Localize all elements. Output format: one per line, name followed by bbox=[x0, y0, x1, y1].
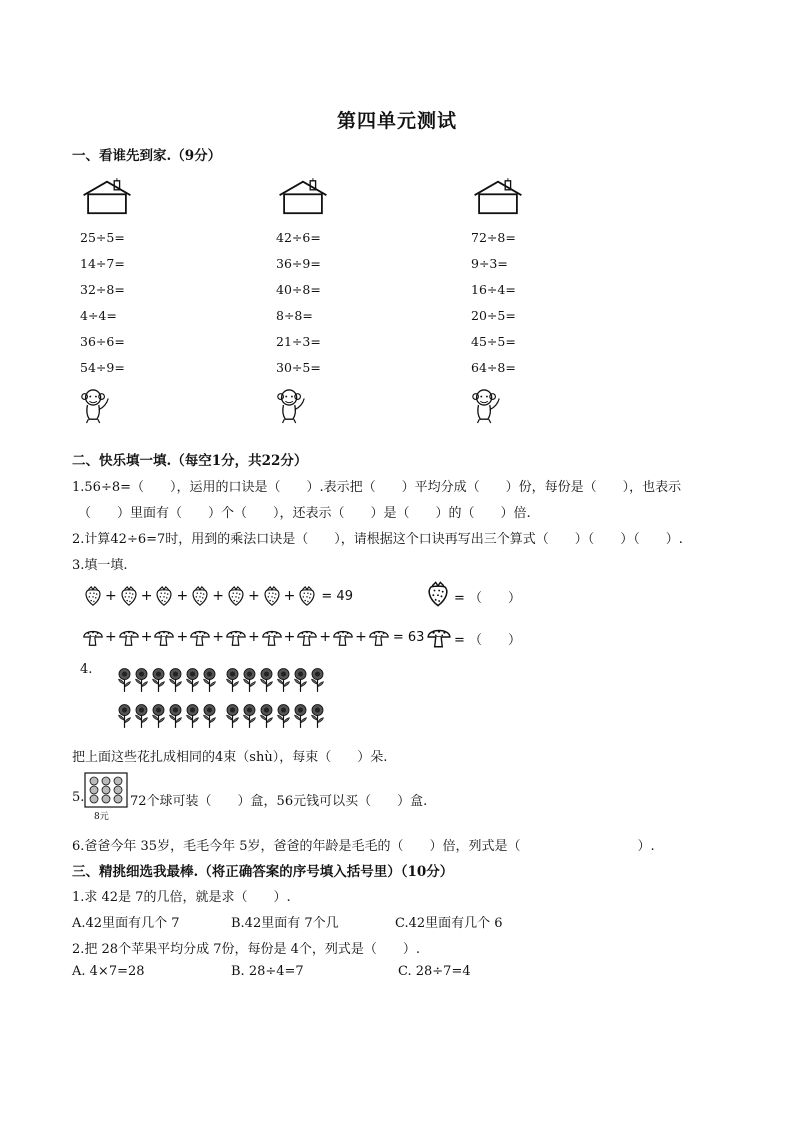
question-3-2-option-b: B. 28÷4=7 bbox=[231, 964, 304, 979]
mushroom-icon bbox=[153, 626, 175, 648]
flower-icon bbox=[258, 702, 275, 730]
flower-icon bbox=[133, 666, 150, 694]
section-3-heading: 三、精挑细选我最棒.（将正确答案的序号填入括号里）（10分） bbox=[72, 864, 454, 880]
question-2-6: 6.爸爸今年 35岁，毛毛今年 5岁，爸爸的年龄是毛毛的（ ）倍，列式是（ ）. bbox=[72, 839, 655, 854]
plus-sign: + bbox=[105, 588, 117, 604]
plus-sign: + bbox=[212, 629, 224, 645]
question-2-4-label: 4. bbox=[80, 662, 93, 677]
mushroom-icon bbox=[296, 626, 318, 648]
division-equation: 40÷8= bbox=[276, 282, 321, 297]
question-3-1: 1.求 42是 7的几倍，就是求（ ）. bbox=[72, 890, 291, 905]
page-title: 第四单元测试 bbox=[336, 110, 457, 132]
flower-icon bbox=[150, 702, 167, 730]
mushroom-icon bbox=[261, 626, 283, 648]
mushroom-icon bbox=[189, 626, 211, 648]
plus-sign: + bbox=[283, 629, 296, 645]
flower-icon bbox=[241, 702, 258, 730]
flower-icon bbox=[241, 666, 258, 694]
house-icon bbox=[80, 178, 134, 216]
mushroom-icon bbox=[426, 624, 452, 650]
monkey-icon bbox=[469, 386, 503, 426]
plus-sign: + bbox=[176, 629, 189, 645]
question-3-2: 2.把 28个苹果平均分成 7份，每份是 4个，列式是（ ）. bbox=[72, 942, 421, 957]
section-2-heading: 二、快乐填一填.（每空1分，共22分） bbox=[72, 453, 308, 469]
division-equation: 36÷6= bbox=[80, 334, 125, 349]
mushroom-icon bbox=[82, 626, 104, 648]
strawberry-icon bbox=[118, 585, 140, 607]
question-2-1-line-1: 1.56÷8=（ ），运用的口诀是（ ）.表示把（ ）平均分成（ ）份，每份是（ ），也表示 bbox=[72, 480, 682, 495]
flower-group bbox=[224, 702, 326, 730]
strawberry-icon bbox=[153, 585, 175, 607]
question-3-2-option-a: A. 4×7=28 bbox=[72, 964, 145, 979]
division-equation: 14÷7= bbox=[80, 256, 125, 271]
division-equation: 32÷8= bbox=[80, 282, 125, 297]
flower-icon bbox=[167, 666, 184, 694]
division-equation: 54÷9= bbox=[80, 360, 125, 375]
flower-row bbox=[116, 666, 332, 694]
division-equation: 21÷3= bbox=[276, 334, 321, 349]
house-icon bbox=[471, 178, 525, 216]
question-2-5: 72个球可装（ ）盒，56元钱可以买（ ）盒. bbox=[130, 794, 428, 809]
division-equation: 45÷5= bbox=[471, 334, 516, 349]
division-equation: 36÷9= bbox=[276, 256, 321, 271]
question-2-5-label: 5. bbox=[72, 790, 85, 805]
strawberry-icon bbox=[296, 585, 318, 607]
division-equation: 72÷8= bbox=[471, 230, 516, 245]
flower-icon bbox=[133, 702, 150, 730]
house-icon bbox=[276, 178, 330, 216]
question-3-2-option-c: C. 28÷7=4 bbox=[398, 964, 471, 979]
strawberry-icon bbox=[225, 585, 247, 607]
question-2-4: 把上面这些花扎成相同的4束（shù），每束（ ）朵. bbox=[72, 750, 388, 765]
plus-sign: + bbox=[105, 629, 117, 645]
plus-sign: + bbox=[283, 588, 296, 604]
question-3-1-option-b: B.42里面有 7个几 bbox=[231, 916, 339, 931]
strawberry-equation bbox=[82, 585, 353, 607]
plus-sign: + bbox=[319, 629, 332, 645]
mushroom-equation bbox=[82, 626, 424, 648]
strawberry-icon bbox=[82, 585, 104, 607]
mushroom-answer: = （ ） bbox=[454, 633, 522, 648]
mushroom-icon bbox=[225, 626, 247, 648]
flower-group bbox=[116, 666, 218, 694]
division-equation: 9÷3= bbox=[471, 256, 508, 271]
question-3-1-option-c: C.42里面有几个 6 bbox=[395, 916, 503, 931]
monkey-icon bbox=[274, 386, 308, 426]
flower-icon bbox=[116, 666, 133, 694]
flower-icon bbox=[167, 702, 184, 730]
division-equation: 42÷6= bbox=[276, 230, 321, 245]
flower-icon bbox=[292, 666, 309, 694]
flower-icon bbox=[292, 702, 309, 730]
mushroom-icon bbox=[118, 626, 140, 648]
section-1-heading: 一、看谁先到家.（9分） bbox=[72, 148, 222, 164]
question-2-1-line-2: （ ）里面有（ ）个（ ），还表示（ ）是（ ）的（ ）倍. bbox=[78, 506, 531, 521]
division-equation: 25÷5= bbox=[80, 230, 125, 245]
flower-group bbox=[224, 666, 326, 694]
flower-icon bbox=[184, 666, 201, 694]
division-equation: 64÷8= bbox=[471, 360, 516, 375]
flower-row bbox=[116, 702, 332, 730]
question-2-3: 3.填一填. bbox=[72, 558, 128, 573]
flower-icon bbox=[116, 702, 133, 730]
question-2-2: 2.计算42÷6=7时，用到的乘法口诀是（ ），请根据这个口诀再写出三个算式（ ）（ ）（ ）. bbox=[72, 532, 683, 547]
flower-icon bbox=[150, 666, 167, 694]
flower-group bbox=[116, 702, 218, 730]
mushroom-icon bbox=[368, 626, 390, 648]
monkey-icon bbox=[78, 386, 112, 426]
strawberry-icon bbox=[261, 585, 283, 607]
plus-sign: + bbox=[212, 588, 224, 604]
question-3-1-option-a: A.42里面有几个 7 bbox=[72, 916, 180, 931]
plus-sign: + bbox=[140, 588, 153, 604]
division-equation: 30÷5= bbox=[276, 360, 321, 375]
flower-icon bbox=[275, 666, 292, 694]
equation-result: = 63 bbox=[392, 629, 425, 645]
plus-sign: + bbox=[355, 629, 367, 645]
division-equation: 8÷8= bbox=[276, 308, 313, 323]
mushroom-icon bbox=[332, 626, 354, 648]
plus-sign: + bbox=[140, 629, 153, 645]
division-equation: 4÷4= bbox=[80, 308, 117, 323]
flower-icon bbox=[275, 702, 292, 730]
flower-icon bbox=[224, 702, 241, 730]
strawberry-answer: = （ ） bbox=[454, 591, 522, 606]
flower-icon bbox=[201, 666, 218, 694]
strawberry-icon bbox=[189, 585, 211, 607]
flower-icon bbox=[309, 666, 326, 694]
division-equation: 20÷5= bbox=[471, 308, 516, 323]
flower-icon bbox=[184, 702, 201, 730]
ball-box-price: 8元 bbox=[94, 812, 109, 822]
strawberry-icon bbox=[424, 580, 452, 608]
flower-icon bbox=[201, 702, 218, 730]
plus-sign: + bbox=[176, 588, 189, 604]
flower-icon bbox=[224, 666, 241, 694]
division-equation: 16÷4= bbox=[471, 282, 516, 297]
equation-result: = 49 bbox=[321, 588, 353, 604]
flower-icon bbox=[309, 702, 326, 730]
plus-sign: + bbox=[247, 588, 260, 604]
plus-sign: + bbox=[247, 629, 260, 645]
flower-icon bbox=[258, 666, 275, 694]
